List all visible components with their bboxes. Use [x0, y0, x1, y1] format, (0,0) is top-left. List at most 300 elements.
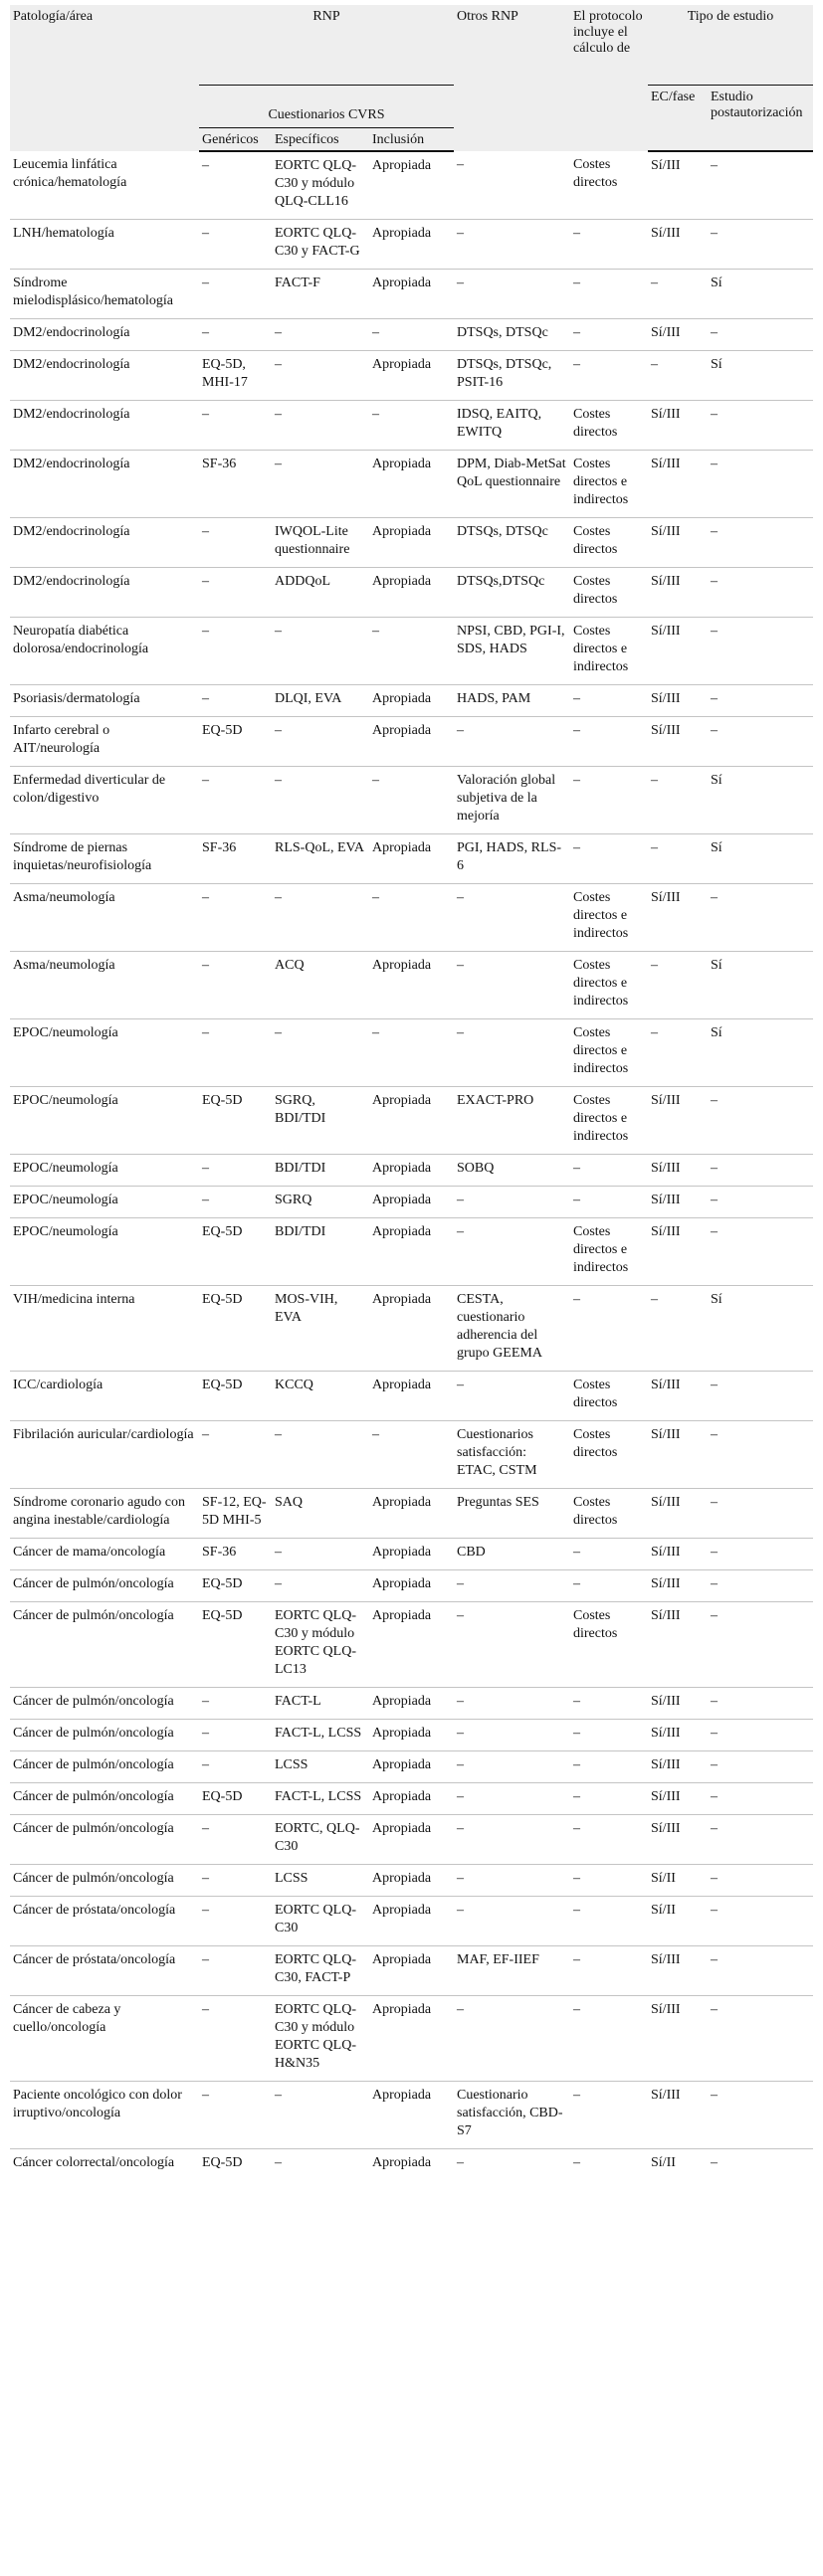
- cell-otros-rnp: Cuestionario satisfacción, CBD-S7: [454, 2082, 570, 2149]
- cell-ec-fase: Sí/II: [648, 1897, 708, 1946]
- cell-protocolo: –: [570, 1996, 648, 2082]
- cell-genericos: –: [199, 319, 272, 351]
- cell-genericos: SF-12, EQ-5D MHI-5: [199, 1489, 272, 1539]
- cell-ec-fase: –: [648, 1286, 708, 1372]
- cell-protocolo: –: [570, 1155, 648, 1187]
- cell-protocolo: –: [570, 270, 648, 319]
- cell-estudio-post: –: [708, 1155, 813, 1187]
- cell-especificos: FACT-L, LCSS: [272, 1783, 369, 1815]
- cell-genericos: –: [199, 884, 272, 952]
- cell-patologia: Cáncer de pulmón/oncología: [10, 1751, 199, 1783]
- cell-otros-rnp: –: [454, 884, 570, 952]
- cell-protocolo: –: [570, 2149, 648, 2181]
- cell-estudio-post: –: [708, 1218, 813, 1286]
- cell-otros-rnp: HADS, PAM: [454, 685, 570, 717]
- cell-genericos: –: [199, 618, 272, 685]
- header-rnp: RNP: [199, 5, 454, 86]
- cell-especificos: –: [272, 717, 369, 767]
- cell-genericos: EQ-5D: [199, 717, 272, 767]
- cell-inclusion: Apropiada: [369, 1897, 454, 1946]
- cell-otros-rnp: –: [454, 1783, 570, 1815]
- cell-genericos: SF-36: [199, 834, 272, 884]
- cell-estudio-post: –: [708, 1187, 813, 1218]
- cell-inclusion: –: [369, 618, 454, 685]
- cell-inclusion: Apropiada: [369, 685, 454, 717]
- cell-ec-fase: Sí/III: [648, 1489, 708, 1539]
- cell-genericos: –: [199, 1421, 272, 1489]
- cell-otros-rnp: –: [454, 1815, 570, 1865]
- cell-estudio-post: –: [708, 1897, 813, 1946]
- cell-patologia: DM2/endocrinología: [10, 518, 199, 568]
- cell-protocolo: Costes directos: [570, 518, 648, 568]
- cell-estudio-post: –: [708, 1570, 813, 1602]
- cell-otros-rnp: CESTA, cuestionario adherencia del grupo GEEMA: [454, 1286, 570, 1372]
- cell-protocolo: –: [570, 2082, 648, 2149]
- cell-ec-fase: Sí/III: [648, 717, 708, 767]
- cell-patologia: Síndrome mielodisplásico/hematología: [10, 270, 199, 319]
- cell-otros-rnp: –: [454, 1897, 570, 1946]
- cell-estudio-post: –: [708, 1372, 813, 1421]
- cell-especificos: –: [272, 1570, 369, 1602]
- cell-ec-fase: Sí/II: [648, 1865, 708, 1897]
- cell-inclusion: Apropiada: [372, 158, 432, 173]
- cell-especificos: –: [272, 1421, 369, 1489]
- cell-estudio-post: –: [708, 1815, 813, 1865]
- cell-genericos: –: [199, 1865, 272, 1897]
- table-row: [10, 1489, 813, 1539]
- cell-protocolo: –: [570, 1688, 648, 1720]
- cell-protocolo: –: [570, 767, 648, 834]
- cell-patologia: Cáncer de pulmón/oncología: [10, 1688, 199, 1720]
- cell-protocolo: –: [570, 1720, 648, 1751]
- cell-estudio-post: Sí: [708, 952, 813, 1019]
- cell-estudio-post: –: [708, 220, 813, 270]
- cell-patologia: Infarto cerebral o AIT/neurología: [10, 717, 199, 767]
- table-row: [10, 1421, 813, 1489]
- table-row: [10, 401, 813, 451]
- cell-estudio-post: –: [708, 568, 813, 618]
- table-row: [10, 1815, 813, 1865]
- cell-protocolo: Costes directos: [570, 568, 648, 618]
- table-body: [10, 151, 813, 2180]
- cell-inclusion: Apropiada: [369, 1751, 454, 1783]
- cell-otros-rnp: DPM, Diab-MetSat QoL questionnaire: [454, 451, 570, 518]
- cell-ec-fase: Sí/III: [648, 1187, 708, 1218]
- cell-protocolo: –: [570, 1751, 648, 1783]
- cell-especificos: IWQOL-Lite questionnaire: [272, 518, 369, 568]
- cell-protocolo: –: [570, 1897, 648, 1946]
- cell-patologia: Cáncer de pulmón/oncología: [10, 1570, 199, 1602]
- cell-ec-fase: Sí/III: [648, 1720, 708, 1751]
- cell-ec-fase: Sí/III: [648, 220, 708, 270]
- table-row: [10, 1019, 813, 1087]
- cell-patologia: Asma/neumología: [10, 884, 199, 952]
- cell-estudio-post: –: [708, 1087, 813, 1155]
- cell-protocolo: –: [570, 717, 648, 767]
- cell-protocolo: Costes directos: [570, 401, 648, 451]
- cell-genericos: –: [199, 1897, 272, 1946]
- cell-patologia: Fibrilación auricular/cardiología: [10, 1421, 199, 1489]
- cell-otros-rnp: –: [454, 1372, 570, 1421]
- cell-protocolo: Costes directos: [570, 1372, 648, 1421]
- cell-patologia: Leucemia linfática crónica/hematología: [13, 157, 127, 190]
- cell-inclusion: Apropiada: [369, 1489, 454, 1539]
- cell-ec-fase: Sí/III: [648, 1688, 708, 1720]
- header-tipo-estudio: Tipo de estudio: [648, 5, 813, 86]
- cell-otros-rnp: Valoración global subjetiva de la mejoría: [454, 767, 570, 834]
- cell-ec-fase: Sí/III: [648, 618, 708, 685]
- table-row: [10, 2082, 813, 2149]
- cell-otros-rnp: CBD: [454, 1539, 570, 1570]
- cell-otros-rnp: SOBQ: [454, 1155, 570, 1187]
- table-row: [10, 1218, 813, 1286]
- cell-otros-rnp: EXACT-PRO: [454, 1087, 570, 1155]
- cell-ec-fase: Sí/III: [648, 401, 708, 451]
- cell-patologia: Paciente oncológico con dolor irruptivo/oncología: [10, 2082, 199, 2149]
- cell-inclusion: Apropiada: [369, 2149, 454, 2181]
- cell-patologia: Cáncer de próstata/oncología: [10, 1946, 199, 1996]
- cell-inclusion: –: [369, 767, 454, 834]
- cell-patologia: Cáncer de próstata/oncología: [10, 1897, 199, 1946]
- cell-patologia: DM2/endocrinología: [10, 319, 199, 351]
- cell-estudio-post: Sí: [708, 270, 813, 319]
- table-row: [10, 1087, 813, 1155]
- cell-estudio-post: –: [708, 685, 813, 717]
- cell-otros-rnp: –: [454, 1019, 570, 1087]
- table-row: [10, 1286, 813, 1372]
- cell-otros-rnp: IDSQ, EAITQ, EWITQ: [454, 401, 570, 451]
- cell-genericos: –: [199, 1815, 272, 1865]
- cell-protocolo: Costes directos: [570, 1421, 648, 1489]
- cell-ec-fase: Sí/III: [648, 1946, 708, 1996]
- cell-especificos: EORTC QLQ-C30: [272, 1897, 369, 1946]
- cell-inclusion: Apropiada: [369, 952, 454, 1019]
- cell-especificos: BDI/TDI: [272, 1155, 369, 1187]
- header-protocolo: El protocolo incluye el cálculo de: [573, 9, 643, 56]
- cell-especificos: EORTC QLQ-C30 y módulo QLQ-CLL16: [275, 158, 356, 209]
- cell-especificos: EORTC QLQ-C30, FACT-P: [272, 1946, 369, 1996]
- cell-ec-fase: Sí/III: [648, 1218, 708, 1286]
- cell-inclusion: Apropiada: [369, 270, 454, 319]
- header-estudio-post: Estudio postautorización: [708, 86, 813, 152]
- table-row: [10, 1539, 813, 1570]
- cell-patologia: EPOC/neumología: [10, 1087, 199, 1155]
- cell-inclusion: Apropiada: [369, 1720, 454, 1751]
- cell-genericos: –: [199, 767, 272, 834]
- cell-otros-rnp: DTSQs, DTSQc, PSIT-16: [454, 351, 570, 401]
- header-patologia: Patología/área: [13, 9, 94, 24]
- cell-protocolo: Costes directos e indirectos: [570, 952, 648, 1019]
- cell-genericos: –: [199, 685, 272, 717]
- cell-patologia: Cáncer de pulmón/oncología: [10, 1783, 199, 1815]
- cell-estudio-post: –: [708, 1946, 813, 1996]
- table-row: [10, 618, 813, 685]
- cell-patologia: EPOC/neumología: [10, 1019, 199, 1087]
- cell-ec-fase: –: [648, 270, 708, 319]
- cell-genericos: EQ-5D, MHI-17: [199, 351, 272, 401]
- cell-especificos: EORTC QLQ-C30 y módulo EORTC QLQ-H&N35: [272, 1996, 369, 2082]
- cell-especificos: EORTC, QLQ-C30: [272, 1815, 369, 1865]
- cell-ec-fase: Sí/III: [648, 319, 708, 351]
- cell-inclusion: –: [369, 884, 454, 952]
- cell-inclusion: Apropiada: [369, 451, 454, 518]
- cell-especificos: LCSS: [272, 1751, 369, 1783]
- cell-ec-fase: –: [648, 767, 708, 834]
- cell-protocolo: Costes directos e indirectos: [570, 884, 648, 952]
- table-row: [10, 1602, 813, 1688]
- cell-protocolo: –: [570, 1946, 648, 1996]
- cell-genericos: –: [199, 270, 272, 319]
- table-row: [10, 1155, 813, 1187]
- cell-inclusion: Apropiada: [369, 351, 454, 401]
- table-row: [10, 568, 813, 618]
- cell-genericos: –: [199, 1946, 272, 1996]
- cell-patologia: Cáncer de pulmón/oncología: [10, 1720, 199, 1751]
- table-row: [10, 2149, 813, 2181]
- cell-patologia: ICC/cardiología: [10, 1372, 199, 1421]
- cell-estudio-post: Sí: [708, 1019, 813, 1087]
- table-row: [10, 1865, 813, 1897]
- cell-especificos: FACT-L: [272, 1688, 369, 1720]
- cell-genericos: –: [199, 1751, 272, 1783]
- header-genericos: Genéricos: [199, 128, 272, 152]
- cell-estudio-post: –: [708, 717, 813, 767]
- cell-ec-fase: Sí/III: [648, 2082, 708, 2149]
- cell-inclusion: Apropiada: [369, 1218, 454, 1286]
- cell-estudio-post: Sí: [708, 767, 813, 834]
- cell-especificos: KCCQ: [272, 1372, 369, 1421]
- table-row: [10, 717, 813, 767]
- cell-estudio-post: –: [708, 1996, 813, 2082]
- cell-otros-rnp: NPSI, CBD, PGI-I, SDS, HADS: [454, 618, 570, 685]
- cell-protocolo: –: [570, 834, 648, 884]
- cell-estudio-post: –: [708, 1539, 813, 1570]
- cell-genericos: EQ-5D: [199, 1602, 272, 1688]
- cell-especificos: –: [272, 884, 369, 952]
- cell-protocolo: Costes directos e indirectos: [570, 618, 648, 685]
- cell-estudio-post: –: [708, 2149, 813, 2181]
- cell-estudio-post: –: [711, 158, 718, 173]
- cell-especificos: –: [272, 319, 369, 351]
- table-row: [10, 1187, 813, 1218]
- cell-patologia: Psoriasis/dermatología: [10, 685, 199, 717]
- cell-inclusion: Apropiada: [369, 834, 454, 884]
- table-row: [10, 767, 813, 834]
- cell-estudio-post: –: [708, 1720, 813, 1751]
- studies-table: [10, 5, 813, 2180]
- cell-otros-rnp: MAF, EF-IIEF: [454, 1946, 570, 1996]
- cell-estudio-post: –: [708, 1602, 813, 1688]
- cell-otros-rnp: –: [454, 1570, 570, 1602]
- cell-ec-fase: Sí/III: [648, 568, 708, 618]
- cell-otros-rnp: DTSQs, DTSQc: [454, 319, 570, 351]
- table-row: [10, 270, 813, 319]
- cell-protocolo: –: [570, 1783, 648, 1815]
- cell-inclusion: –: [369, 401, 454, 451]
- cell-inclusion: Apropiada: [369, 717, 454, 767]
- cell-patologia: EPOC/neumología: [10, 1155, 199, 1187]
- cell-patologia: Cáncer de cabeza y cuello/oncología: [10, 1996, 199, 2082]
- cell-protocolo: Costes directos e indirectos: [570, 1218, 648, 1286]
- header-ec-fase: EC/fase: [648, 86, 708, 152]
- cell-patologia: DM2/endocrinología: [10, 568, 199, 618]
- cell-inclusion: Apropiada: [369, 220, 454, 270]
- cell-ec-fase: Sí/III: [648, 1539, 708, 1570]
- cell-patologia: Neuropatía diabética dolorosa/endocrinología: [10, 618, 199, 685]
- cell-otros-rnp: PGI, HADS, RLS-6: [454, 834, 570, 884]
- cell-otros-rnp: DTSQs, DTSQc: [454, 518, 570, 568]
- table-row: [10, 834, 813, 884]
- cell-ec-fase: Sí/III: [648, 518, 708, 568]
- cell-protocolo: –: [570, 1815, 648, 1865]
- cell-protocolo: –: [570, 1570, 648, 1602]
- cell-especificos: –: [272, 401, 369, 451]
- cell-especificos: SAQ: [272, 1489, 369, 1539]
- table-row: [10, 1946, 813, 1996]
- cell-especificos: ACQ: [272, 952, 369, 1019]
- cell-genericos: –: [202, 158, 209, 173]
- cell-genericos: EQ-5D: [199, 2149, 272, 2181]
- cell-estudio-post: –: [708, 618, 813, 685]
- table-row: [10, 451, 813, 518]
- cell-protocolo: –: [570, 685, 648, 717]
- header-inclusion: Inclusión: [369, 128, 454, 152]
- cell-otros-rnp: Cuestionarios satisfacción: ETAC, CSTM: [454, 1421, 570, 1489]
- cell-protocolo: Costes directos: [570, 1602, 648, 1688]
- table-row: [10, 884, 813, 952]
- cell-genericos: –: [199, 1155, 272, 1187]
- cell-inclusion: –: [369, 1421, 454, 1489]
- cell-protocolo: Costes directos: [573, 157, 618, 190]
- cell-inclusion: Apropiada: [369, 1087, 454, 1155]
- cell-especificos: –: [272, 2082, 369, 2149]
- cell-inclusion: Apropiada: [369, 1602, 454, 1688]
- cell-patologia: Cáncer de pulmón/oncología: [10, 1865, 199, 1897]
- table-row: [10, 1720, 813, 1751]
- cell-genericos: EQ-5D: [199, 1372, 272, 1421]
- cell-especificos: –: [272, 451, 369, 518]
- cell-inclusion: Apropiada: [369, 2082, 454, 2149]
- cell-genericos: –: [199, 1019, 272, 1087]
- cell-patologia: Síndrome coronario agudo con angina inestable/cardiología: [10, 1489, 199, 1539]
- cell-otros-rnp: –: [454, 952, 570, 1019]
- cell-patologia: DM2/endocrinología: [10, 351, 199, 401]
- header-especificos: Específicos: [272, 128, 369, 152]
- cell-inclusion: –: [369, 1019, 454, 1087]
- table-row: [10, 1897, 813, 1946]
- cell-especificos: FACT-L, LCSS: [272, 1720, 369, 1751]
- cell-genericos: EQ-5D: [199, 1218, 272, 1286]
- header-cuestionarios-cvrs: Cuestionarios CVRS: [199, 86, 454, 128]
- table-row: [10, 319, 813, 351]
- cell-especificos: MOS-VIH, EVA: [272, 1286, 369, 1372]
- cell-estudio-post: –: [708, 1421, 813, 1489]
- cell-otros-rnp: –: [454, 717, 570, 767]
- cell-protocolo: –: [570, 1865, 648, 1897]
- cell-ec-fase: Sí/III: [648, 1751, 708, 1783]
- cell-otros-rnp: –: [454, 1751, 570, 1783]
- cell-estudio-post: –: [708, 451, 813, 518]
- cell-ec-fase: –: [648, 834, 708, 884]
- cell-inclusion: Apropiada: [369, 518, 454, 568]
- cell-patologia: DM2/endocrinología: [10, 401, 199, 451]
- table-row: [10, 1996, 813, 2082]
- cell-ec-fase: Sí/III: [648, 1570, 708, 1602]
- cell-ec-fase: Sí/III: [648, 1815, 708, 1865]
- cell-estudio-post: –: [708, 1783, 813, 1815]
- cell-ec-fase: Sí/III: [648, 451, 708, 518]
- table-row: [10, 220, 813, 270]
- cell-genericos: EQ-5D: [199, 1570, 272, 1602]
- cell-otros-rnp: –: [454, 1996, 570, 2082]
- header-otros-rnp: Otros RNP: [457, 9, 518, 24]
- cell-protocolo: Costes directos e indirectos: [570, 451, 648, 518]
- cell-patologia: Cáncer de mama/oncología: [10, 1539, 199, 1570]
- cell-otros-rnp: –: [454, 1187, 570, 1218]
- cell-inclusion: Apropiada: [369, 1946, 454, 1996]
- cell-patologia: Cáncer de pulmón/oncología: [10, 1602, 199, 1688]
- cell-otros-rnp: –: [454, 1688, 570, 1720]
- cell-ec-fase: Sí/III: [648, 884, 708, 952]
- cell-otros-rnp: –: [454, 1218, 570, 1286]
- cell-inclusion: Apropiada: [369, 568, 454, 618]
- cell-ec-fase: –: [648, 1019, 708, 1087]
- cell-especificos: DLQI, EVA: [272, 685, 369, 717]
- table-row: [10, 351, 813, 401]
- cell-genericos: SF-36: [199, 451, 272, 518]
- cell-protocolo: –: [570, 351, 648, 401]
- cell-genericos: EQ-5D: [199, 1783, 272, 1815]
- cell-estudio-post: –: [708, 1489, 813, 1539]
- cell-patologia: VIH/medicina interna: [10, 1286, 199, 1372]
- cell-patologia: EPOC/neumología: [10, 1218, 199, 1286]
- cell-especificos: –: [272, 351, 369, 401]
- cell-genericos: SF-36: [199, 1539, 272, 1570]
- cell-inclusion: Apropiada: [369, 1688, 454, 1720]
- cell-patologia: Síndrome de piernas inquietas/neurofisiología: [10, 834, 199, 884]
- cell-ec-fase: Sí/III: [651, 158, 681, 173]
- cell-inclusion: Apropiada: [369, 1539, 454, 1570]
- cell-genericos: –: [199, 401, 272, 451]
- cell-inclusion: Apropiada: [369, 1187, 454, 1218]
- cell-ec-fase: Sí/III: [648, 685, 708, 717]
- cell-especificos: FACT-F: [272, 270, 369, 319]
- cell-genericos: EQ-5D: [199, 1087, 272, 1155]
- cell-especificos: –: [272, 2149, 369, 2181]
- cell-patologia: EPOC/neumología: [10, 1187, 199, 1218]
- cell-estudio-post: –: [708, 2082, 813, 2149]
- cell-patologia: Cáncer de pulmón/oncología: [10, 1815, 199, 1865]
- cell-ec-fase: Sí/III: [648, 1783, 708, 1815]
- cell-genericos: EQ-5D: [199, 1286, 272, 1372]
- cell-inclusion: Apropiada: [369, 1865, 454, 1897]
- cell-otros-rnp: –: [454, 220, 570, 270]
- table-row: [10, 685, 813, 717]
- cell-inclusion: Apropiada: [369, 1996, 454, 2082]
- cell-especificos: ADDQoL: [272, 568, 369, 618]
- cell-inclusion: Apropiada: [369, 1815, 454, 1865]
- cell-inclusion: Apropiada: [369, 1570, 454, 1602]
- cell-estudio-post: –: [708, 518, 813, 568]
- cell-protocolo: Costes directos e indirectos: [570, 1087, 648, 1155]
- table-header: [10, 5, 813, 151]
- cell-ec-fase: –: [648, 351, 708, 401]
- cell-protocolo: Costes directos: [570, 1489, 648, 1539]
- cell-patologia: Cáncer colorrectal/oncología: [10, 2149, 199, 2181]
- cell-protocolo: –: [570, 1539, 648, 1570]
- cell-genericos: –: [199, 1187, 272, 1218]
- cell-genericos: –: [199, 1996, 272, 2082]
